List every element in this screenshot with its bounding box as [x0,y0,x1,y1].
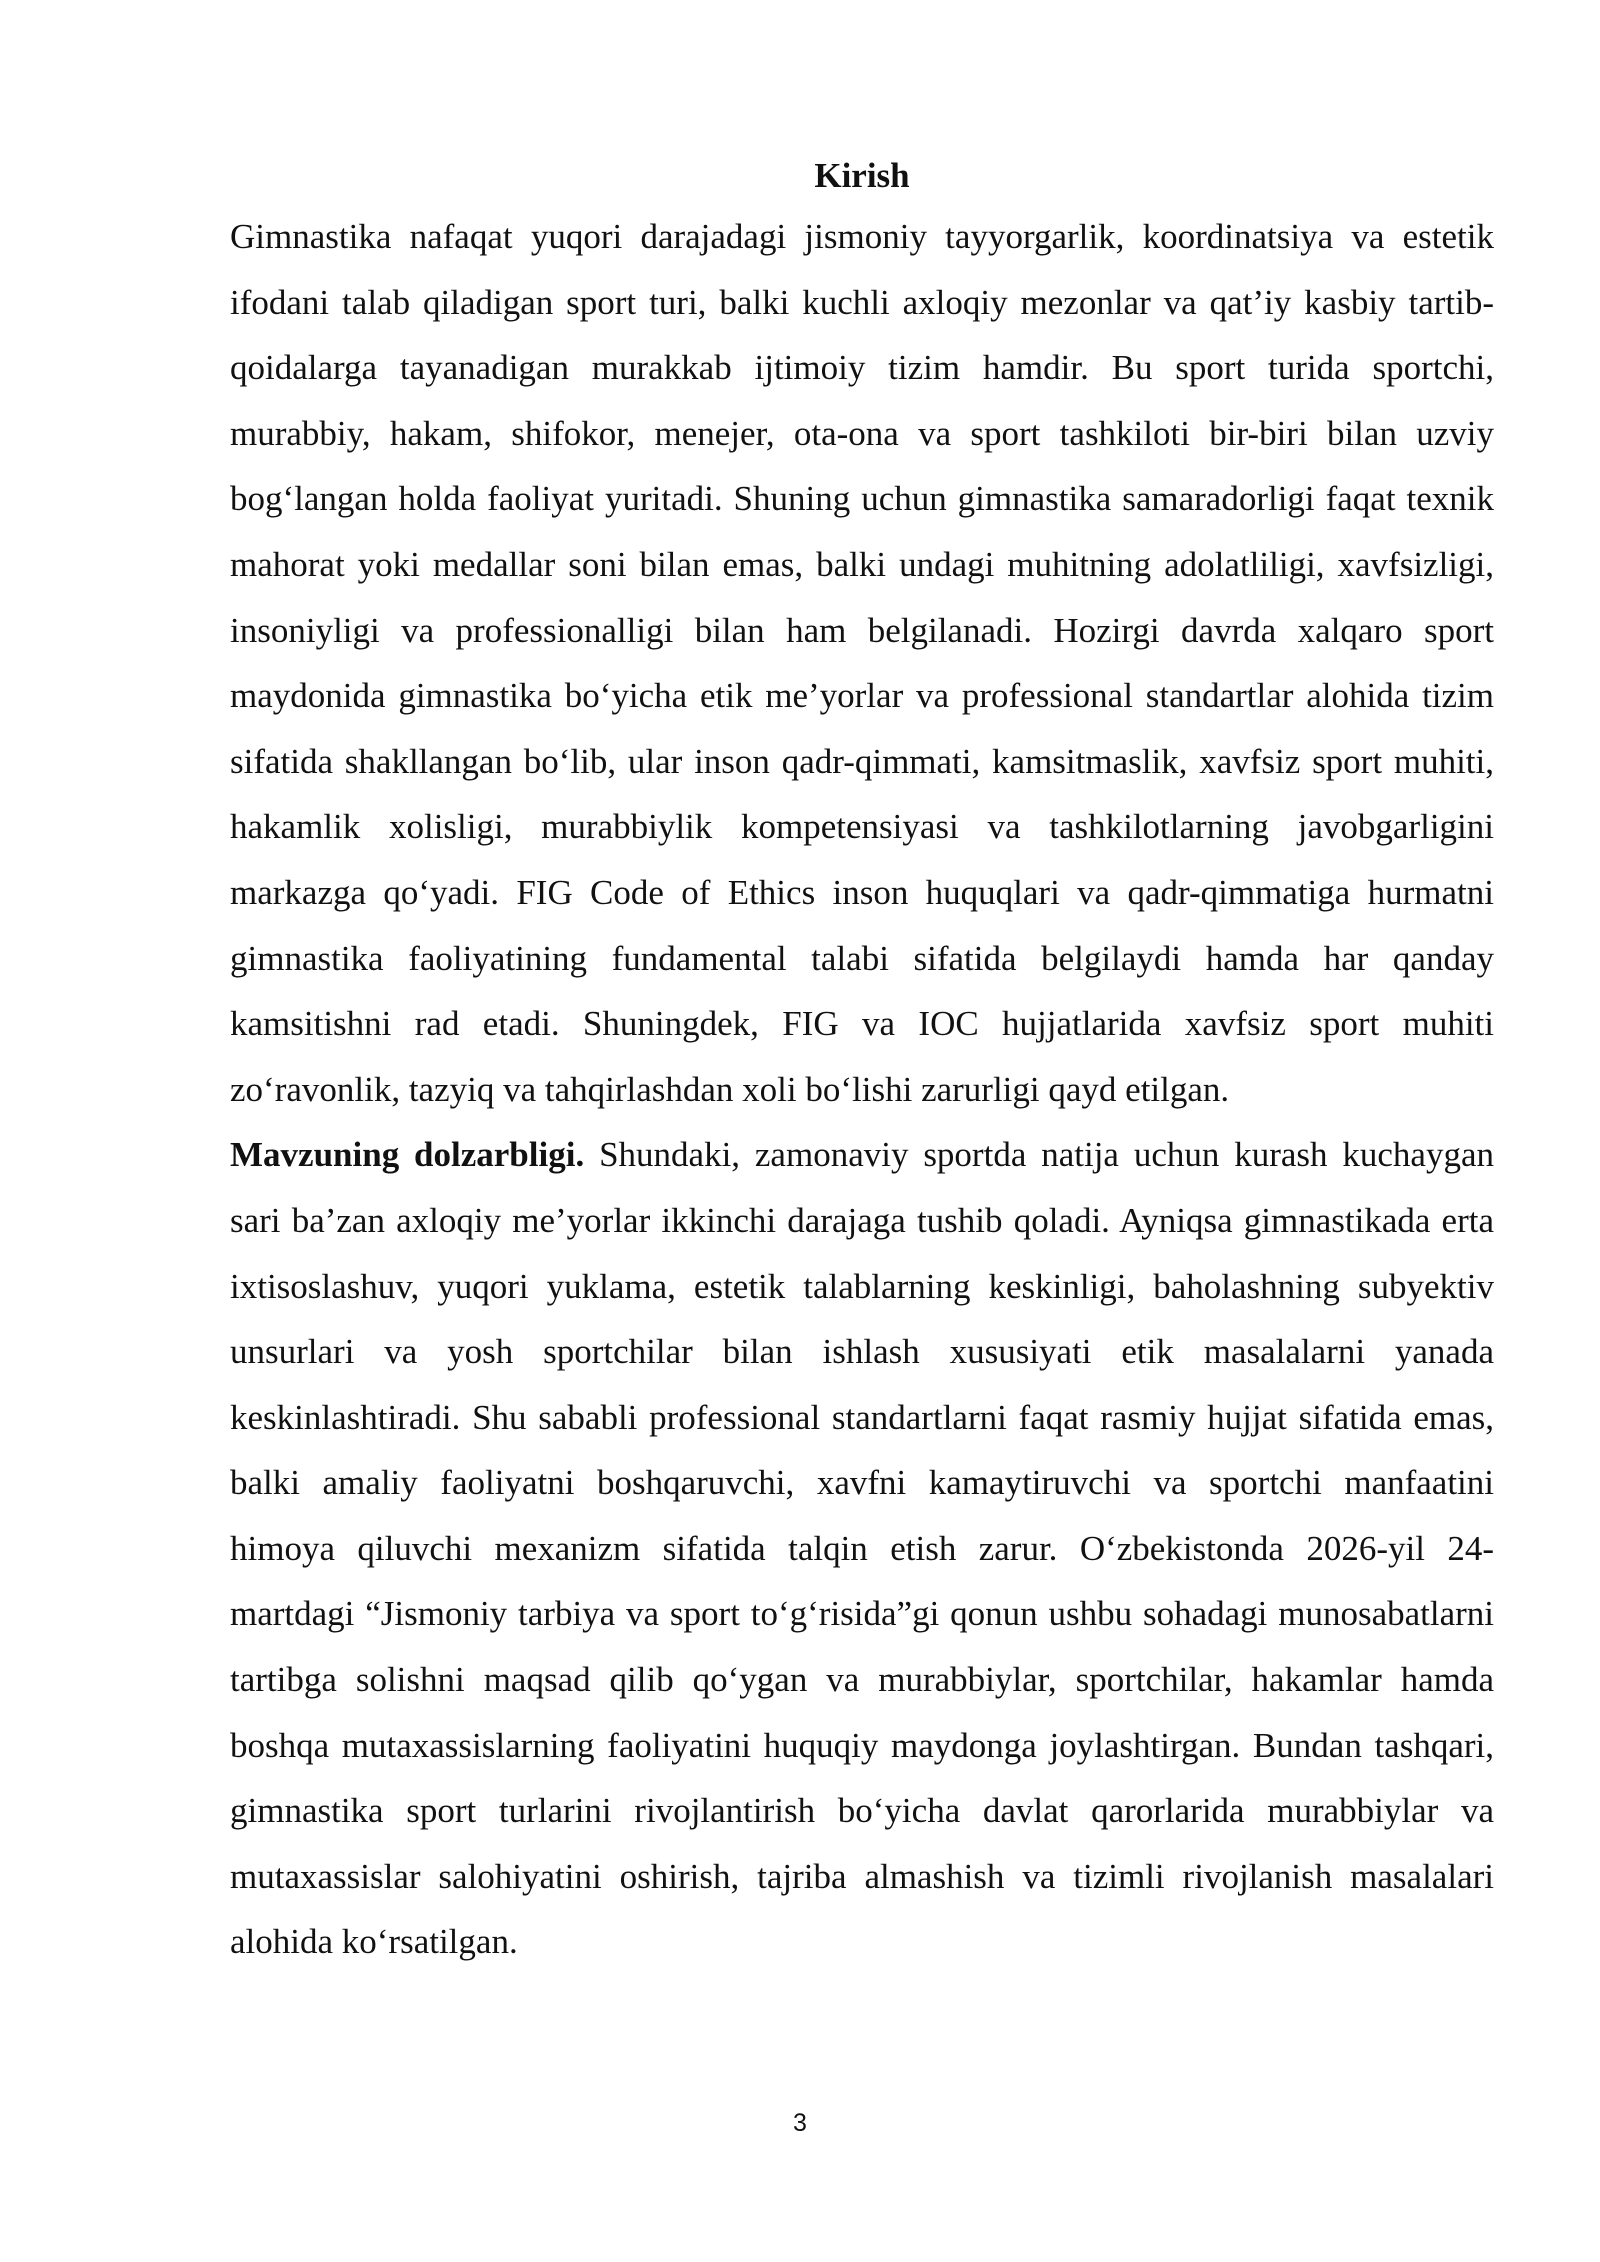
page-number: 3 [793,2109,807,2137]
relevance-text: Shundaki, zamonaviy sportda natija uchun kurash kuchaygan sari ba’zan axloqiy me’yorlar ikkinchi darajaga tushib qoladi. Ayniqsa gimnastikada erta ixtisoslashuv, yuqori yuklama, estetik talablarning keskinligi, baholashning subyektiv unsurlari va yosh sportchilar bilan ishlash xususiyati etik masalalarni yanada keskinlashtiradi. Shu sababli professional standartlarni faqat rasmiy hujjat sifatida emas, balki amaliy faoliyatni boshqaruvchi, xavfni kamaytiruvchi va sportchi manfaatini himoya qiluvchi mexanizm sifatida talqin etish zarur. O‘zbekistonda 2026-yil 24-martdagi “Jismoniy tarbiya va sport to‘g‘risida”gi qonun ushbu sohadagi munosabatlarni tartibga solishni maqsad qilib qo‘ygan va murabbiylar, sportchilar, hakamlar hamda boshqa mutaxassislarning faoliyatini huquqiy maydonga joylashtirgan. Bundan tashqari, gimnastika sport turlarini rivojlantirish bo‘yicha davlat qarorlarida murabbiylar va mutaxassislar salohiyatini oshirish, tajriba almashish va tizimli rivojlanish masalalari alohida ko‘rsatilgan. [230,1135,1494,1962]
intro-paragraph: Gimnastika nafaqat yuqori darajadagi jismoniy tayyorgarlik, koordinatsiya va estetik ifodani talab qiladigan sport turi, balki kuchli axloqiy mezonlar va qat’iy kasbiy tartib-qoidalarga tayanadigan murakkab ijtimoiy tizim hamdir. Bu sport turida sportchi, murabbiy, hakam, shifokor, menejer, ota-ona va sport tashkiloti bir-biri bilan uzviy bog‘langan holda faoliyat yuritadi. Shuning uchun gimnastika samaradorligi faqat texnik mahorat yoki medallar soni bilan emas, balki undagi muhitning adolatliligi, xavfsizligi, insoniyligi va professionalligi bilan ham belgilanadi. Hozirgi davrda xalqaro sport maydonida gimnastika bo‘yicha etik me’yorlar va professional standartlar alohida tizim sifatida shakllangan bo‘lib, ular inson qadr-qimmati, kamsitmaslik, xavfsiz sport muhiti, hakamlik xolisligi, murabbiylik kompetensiyasi va tashkilotlarning javobgarligini markazga qo‘yadi. FIG Code of Ethics inson huquqlari va qadr-qimmatiga hurmatni gimnastika faoliyatining fundamental talabi sifatida belgilaydi hamda har qanday kamsitishni rad etadi. Shuningdek, FIG va IOC hujjatlarida xavfsiz sport muhiti zo‘ravonlik, tazyiq va tahqirlashdan xoli bo‘lishi zarurligi qayd etilgan. [230,217,1494,1109]
document-page [230,152,1494,1975]
relevance-paragraph [230,1122,1494,1975]
section-heading: Kirish [814,156,910,195]
relevance-lead: Mavzuning dolzarbligi. [230,1135,585,1175]
